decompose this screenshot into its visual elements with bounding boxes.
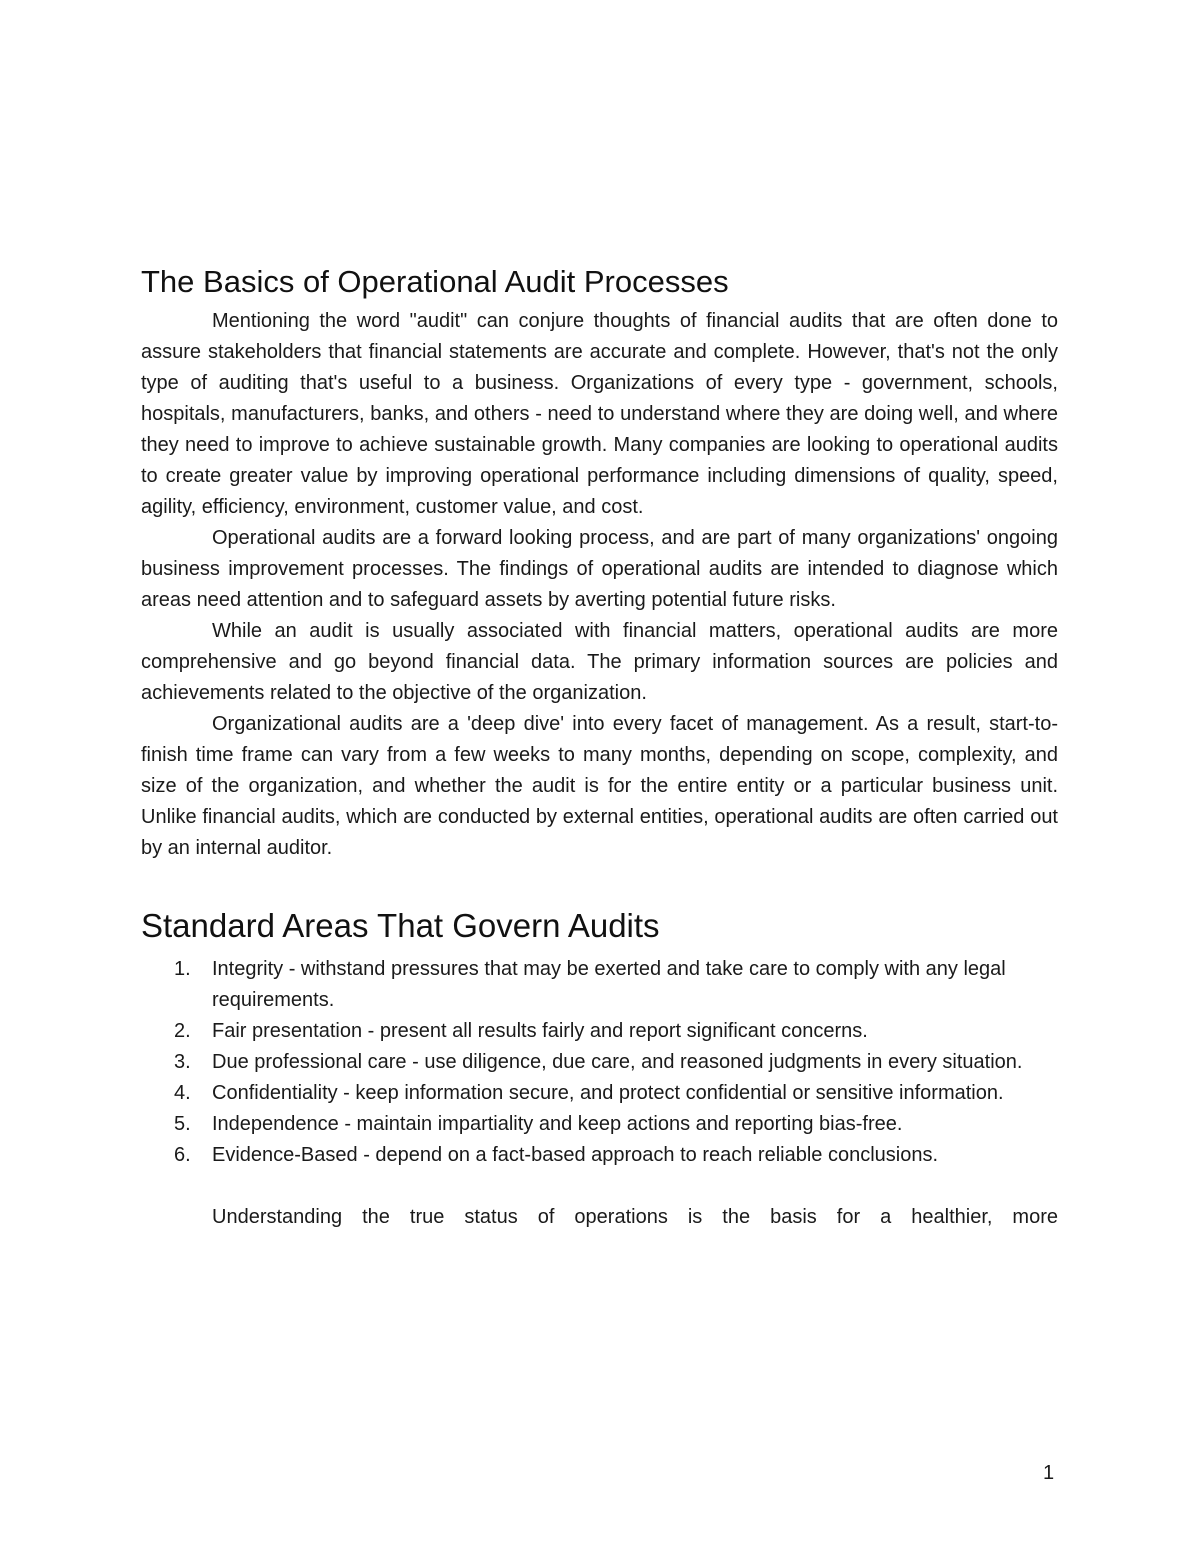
list-number: 2. [174,1020,191,1042]
list-item [141,1109,1058,1140]
list-item-text: Fair presentation - present all results fairly and report significant concerns. [212,1020,868,1042]
intro-section [141,306,1058,864]
list-item-text: Confidentiality - keep information secure, and protect confidential or sensitive information. [212,1082,1004,1104]
list-number: 1. [174,958,191,980]
list-item [141,1016,1058,1047]
list-item-text: Independence - maintain impartiality and keep actions and reporting bias-free. [212,1113,903,1135]
list-number: 3. [174,1051,191,1073]
paragraph: While an audit is usually associated with financial matters, operational audits are more comprehensive and go beyond financial data. The primary information sources are policies and achievements related to the objective of the organization. [141,620,1058,704]
list-number: 6. [174,1144,191,1166]
paragraph: Operational audits are a forward looking process, and are part of many organizations' ongoing business improvement processes. The findings of operational audits are intended to diagnose which areas need attention and to safeguard assets by averting potential future risks. [141,527,1058,611]
list-item [141,954,1058,1016]
paragraph: Organizational audits are a 'deep dive' into every facet of management. As a result, start-to-finish time frame can vary from a few weeks to many months, depending on scope, complexity, and size of the organization, and whether the audit is for the entire entity or a particular business unit. Unlike financial audits, which are conducted by external entities, operational audits are often carried out by an internal auditor. [141,713,1058,859]
list-item-text: Evidence-Based - depend on a fact-based approach to reach reliable conclusions. [212,1144,939,1166]
list-item [141,1140,1058,1171]
list-item [141,1078,1058,1109]
paragraph: Mentioning the word "audit" can conjure thoughts of financial audits that are often done to assure stakeholders that financial statements are accurate and complete. However, that's not the only type of auditing that's useful to a business. Organizations of every type - government, schools, hospitals, manufacturers, banks, and others - need to understand where they are doing well, and where they need to improve to achieve sustainable growth. Many companies are looking to operational audits to create greater value by improving operational performance including dimensions of quality, speed, agility, efficiency, environment, customer value, and cost. [141,310,1058,518]
list-number: 5. [174,1113,191,1135]
list-item-text: Integrity - withstand pressures that may be exerted and take care to comply with any legal requirements. [212,958,1006,1011]
page-title: The Basics of Operational Audit Processes [141,264,729,299]
list-item [141,1047,1058,1078]
page-number: 1 [1043,1462,1055,1484]
document-page [141,262,1058,1233]
standards-section [141,954,1058,1233]
list-item-text: Due professional care - use diligence, due care, and reasoned judgments in every situation. [212,1051,1023,1073]
section-heading: Standard Areas That Govern Audits [141,907,660,944]
list-number: 4. [174,1082,191,1104]
closing-paragraph: Understanding the true status of operations is the basis for a healthier, more [212,1206,1058,1228]
standards-list [141,954,1058,1171]
